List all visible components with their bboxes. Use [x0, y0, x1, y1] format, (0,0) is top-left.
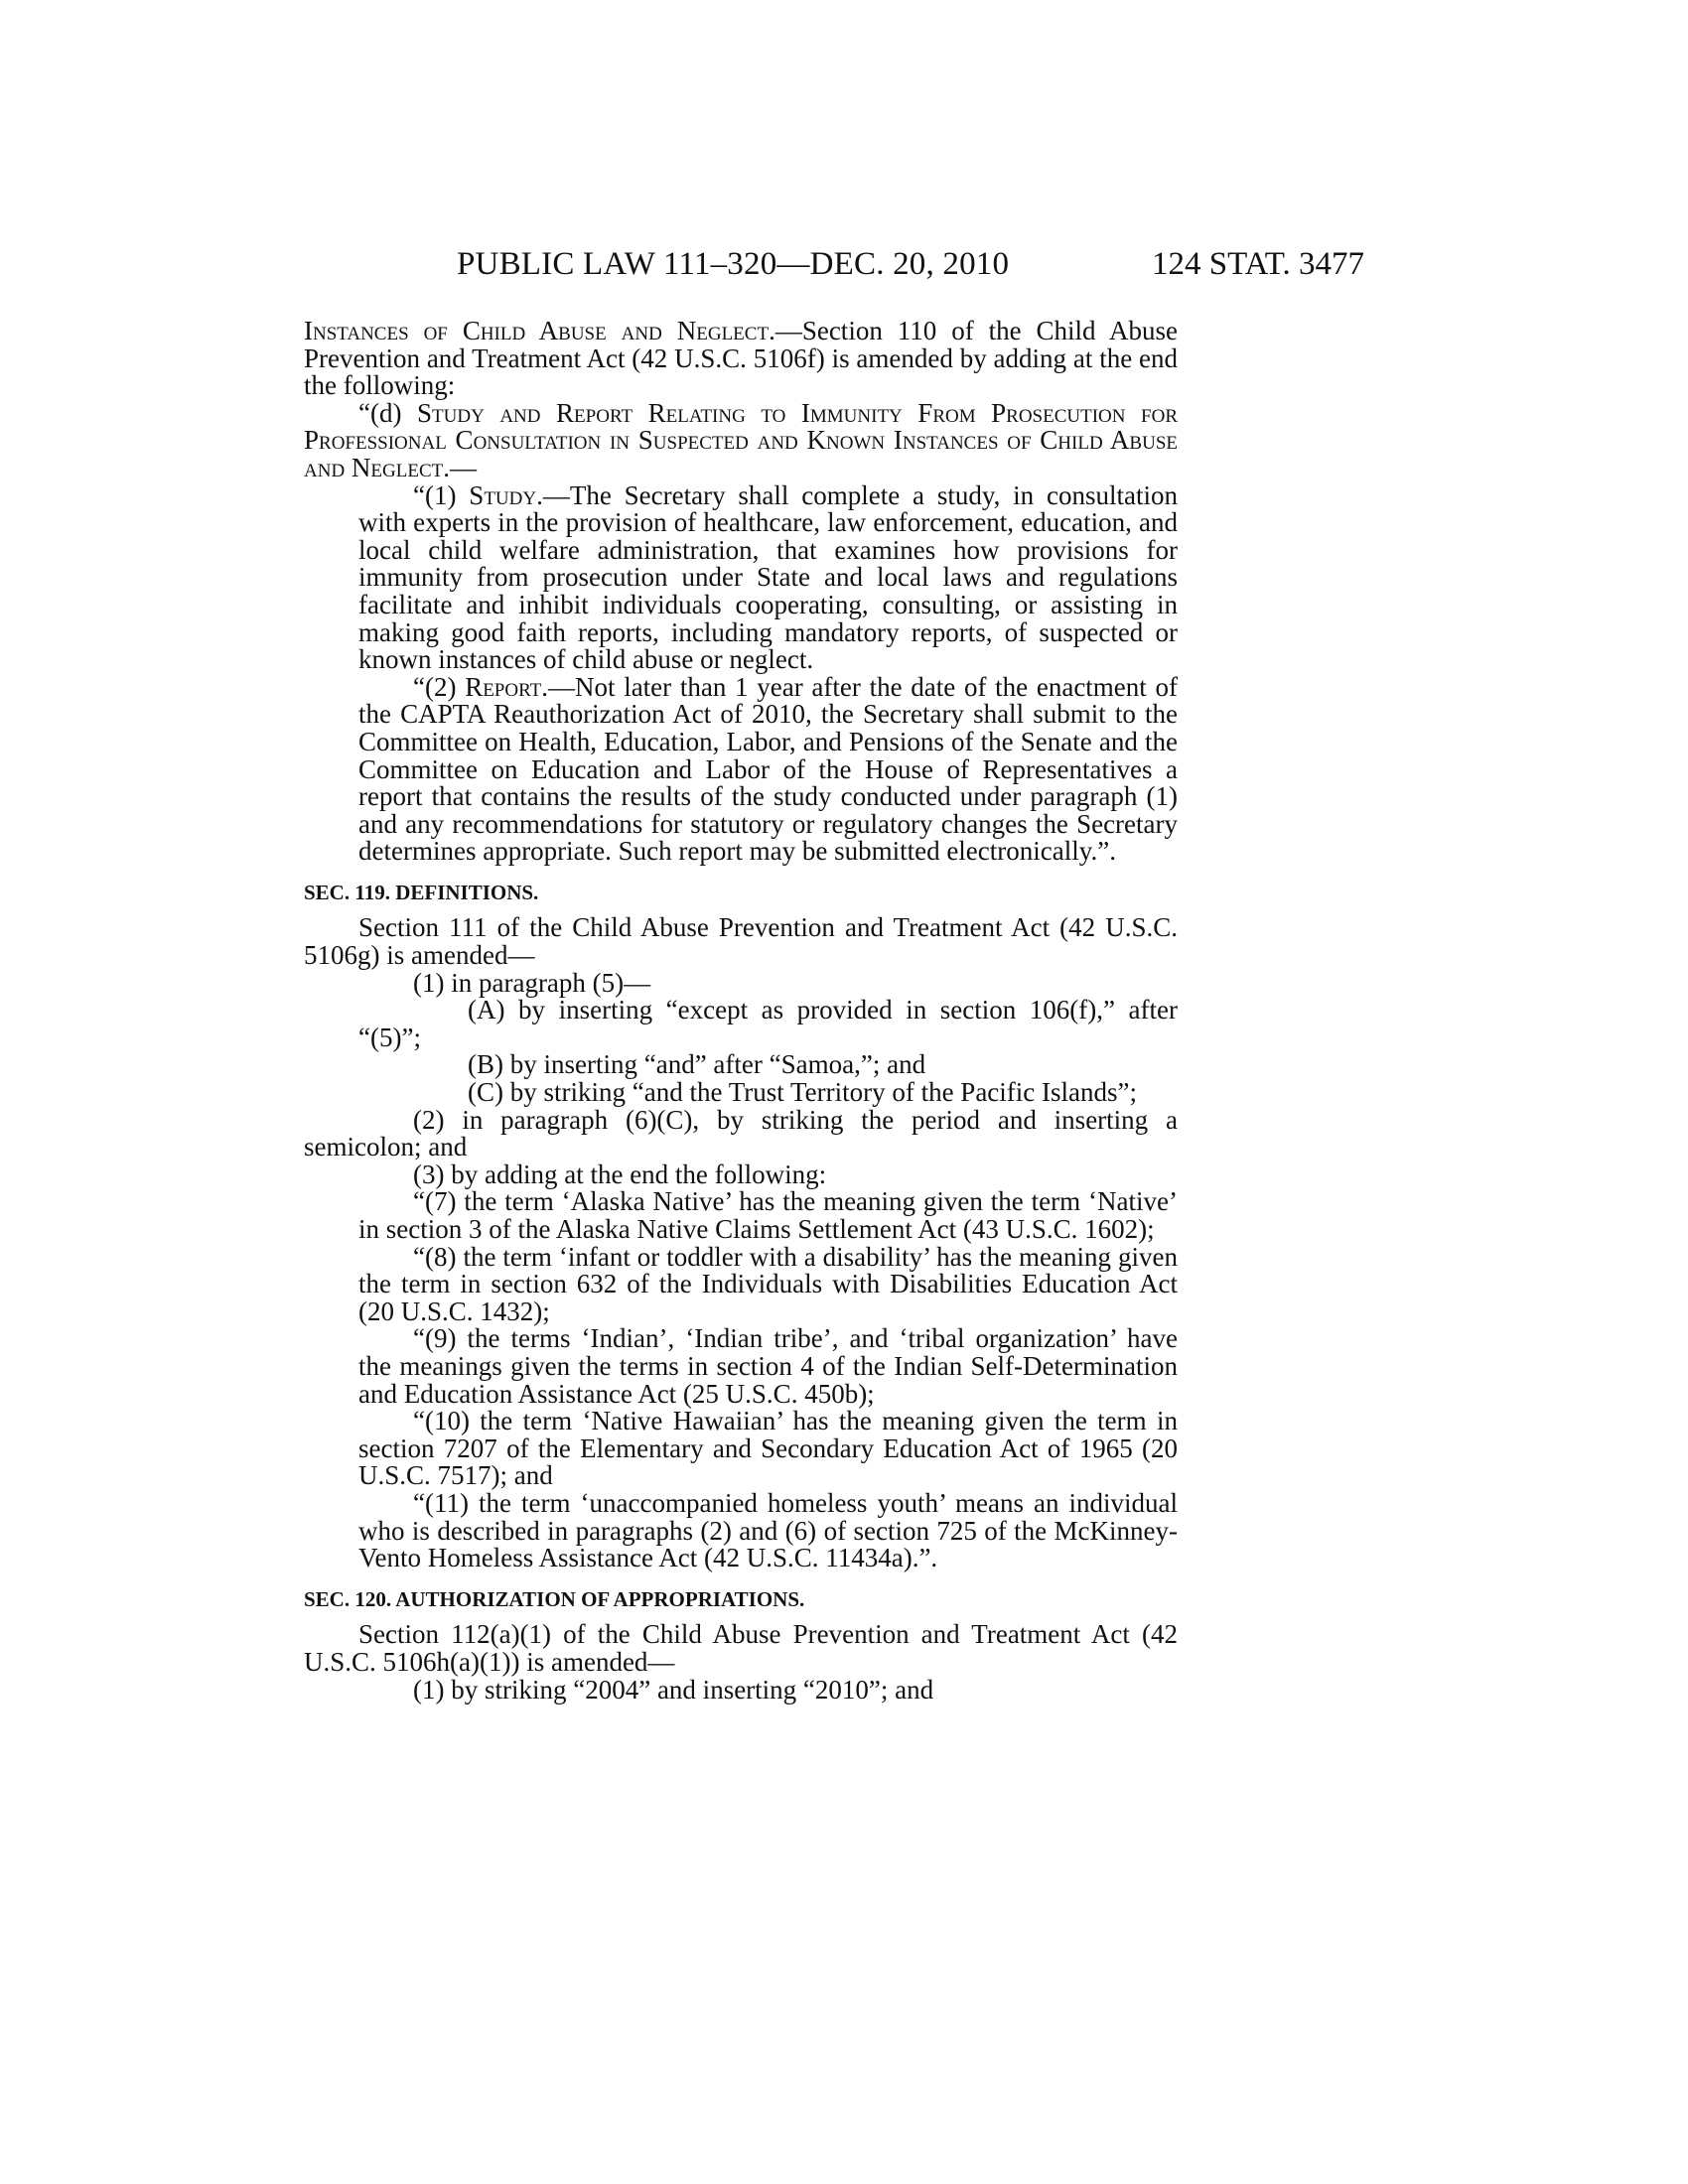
paragraph-text: —Section 110 of the Child Abuse Prevention and Treatment Act (42 U.S.C. 5106f) is amended by adding at the end the following: — [304, 316, 1178, 401]
paragraph-instances — [304, 318, 1178, 400]
small-caps-heading: Study. — [469, 479, 543, 510]
section-119-heading: SEC. 119. DEFINITIONS. — [304, 880, 539, 904]
small-caps-heading: Instances of Child Abuse and Neglect. — [304, 316, 775, 345]
section-120-item-1: (1) by striking “2004” and inserting “2010”; and — [413, 1674, 934, 1705]
definition-10: “(10) the term ‘Native Hawaiian’ has the meaning given the term in section 7207 of the Elementary and Secondary Education Act of 1965 (20 U.S.C. 7517); and — [358, 1406, 1178, 1491]
definition-8: “(8) the term ‘infant or toddler with a disability’ has the meaning given the term in section 632 of the Individuals with Disabilities Education Act (20 U.S.C. 1432); — [358, 1241, 1178, 1326]
small-caps-heading: Study and Report Relating to Immunity From Prosecution for Professional Consultation in Suspected and Known Instances of Child Abuse and Neglect. — [304, 397, 1178, 482]
subsection-d-heading — [304, 397, 1178, 482]
section-120-heading: SEC. 120. AUTHORIZATION OF APPROPRIATIONS. — [304, 1586, 805, 1611]
heading-dash: — — [449, 452, 477, 482]
paragraph-label: “(1) — [413, 479, 470, 510]
section-119-intro: Section 111 of the Child Abuse Prevention and Treatment Act (42 U.S.C. 5106g) is amended— — [304, 912, 1178, 971]
subsection-label: “(d) — [358, 397, 418, 428]
section-119-item-1 — [304, 967, 1178, 998]
paragraph-label: “(2) — [413, 671, 466, 702]
small-caps-heading: Report. — [465, 671, 548, 702]
paragraph-study — [304, 479, 1178, 675]
item-text: (1) in paragraph (5)— — [413, 967, 651, 998]
page-header-title: PUBLIC LAW 111–320—DEC. 20, 2010 — [457, 246, 1010, 282]
paragraph-text: —The Secretary shall complete a study, in consultation with experts in the provision of healthcare, law enforcement, education, and local child welfare administration, that examines how provisions for immunity from prosecution under State and local laws and regulations facilitate and inhibit individuals cooperating, consulting, or assisting in making good faith reports, including mandatory reports, of suspected or known instances of child abuse or neglect. — [358, 479, 1178, 675]
paragraph-text: —Not later than 1 year after the date of the enactment of the CAPTA Reauthorization Act of 2010, the Secretary shall submit to the Committee on Health, Education, Labor, and Pensions of the Senate and the Committee on Education and Labor of the House of Representatives a report that contains the results of the study conducted under paragraph (1) and any recommendations for statutory or regulatory changes the Secretary determines appropriate. Such report may be submitted electronically.”. — [358, 671, 1178, 867]
definition-7: “(7) the term ‘Alaska Native’ has the meaning given the term ‘Native’ in section 3 of the Alaska Native Claims Settlement Act (43 U.S.C. 1602); — [358, 1186, 1178, 1244]
paragraph-report — [304, 671, 1178, 867]
section-119-item-2: (2) in paragraph (6)(C), by striking the period and inserting a semicolon; and — [304, 1104, 1178, 1162]
page-header-stat: 124 STAT. 3477 — [1152, 246, 1365, 282]
section-119-item-1b: (B) by inserting “and” after “Samoa,”; and — [468, 1049, 926, 1080]
document-body — [304, 318, 1178, 1704]
definition-11: “(11) the term ‘unaccompanied homeless youth’ means an individual who is described in paragraphs (2) and (6) of section 725 of the McKinney-Vento Homeless Assistance Act (42 U.S.C. 11434a).”. — [358, 1487, 1178, 1573]
definition-9: “(9) the terms ‘Indian’, ‘Indian tribe’, and ‘tribal organization’ have the meanings given the terms in section 4 of the Indian Self-Determination and Education Assistance Act (25 U.S.C. 450b); — [358, 1323, 1178, 1409]
section-119-item-1a: (A) by inserting “except as provided in section 106(f),” after “(5)”; — [358, 995, 1178, 1052]
section-120-intro: Section 112(a)(1) of the Child Abuse Prevention and Treatment Act (42 U.S.C. 5106h(a)(1)) is amended— — [304, 1619, 1178, 1677]
section-119-item-3: (3) by adding at the end the following: — [413, 1159, 827, 1189]
section-119-item-1c: (C) by striking “and the Trust Territory of the Pacific Islands”; — [468, 1077, 1137, 1108]
